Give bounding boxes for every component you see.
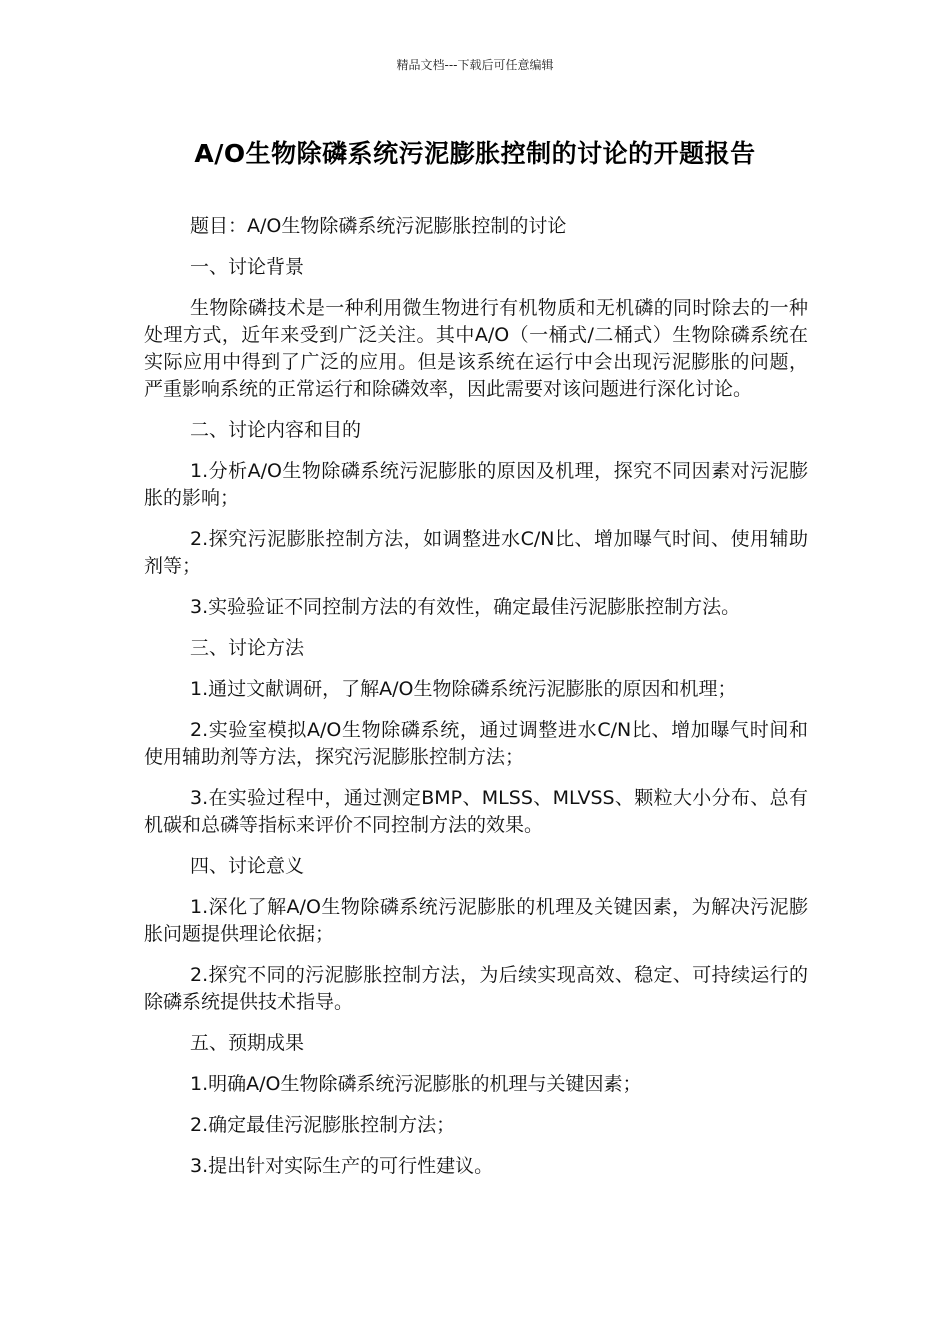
- page-header-note: 精品文档---下载后可任意编辑: [396, 58, 554, 72]
- section-heading-content-purpose: 二、讨论内容和目的: [190, 419, 362, 441]
- section-heading-expected-results: 五、预期成果: [190, 1032, 305, 1054]
- topic-line: 题目：A/O生物除磷系统污泥膨胀控制的讨论: [190, 215, 567, 237]
- section-heading-background: 一、讨论背景: [190, 256, 305, 278]
- method-item-3: 3.在实验过程中，通过测定BMP、MLSS、MLVSS、颗粒大小分布、总有机碳和总磷等指标来评价不同控制方法的效果。: [144, 787, 808, 836]
- background-paragraph: 生物除磷技术是一种利用微生物进行有机物质和无机磷的同时除去的一种处理方式，近年来受到广泛关注。其中A/O（一桶式/二桶式）生物除磷系统在实际应用中得到了广泛的应用。但是该系统在运行中会出现污泥膨胀的问题，严重影响系统的正常运行和除磷效率，因此需要对该问题进行深化讨论。: [144, 297, 808, 400]
- method-item-2: 2.实验室模拟A/O生物除磷系统，通过调整进水C/N比、增加曝气时间和使用辅助剂等方法，探究污泥膨胀控制方法；: [144, 719, 808, 768]
- significance-item-2: 2.探究不同的污泥膨胀控制方法，为后续实现高效、稳定、可持续运行的除磷系统提供技术指导。: [144, 964, 808, 1013]
- section-heading-methods: 三、讨论方法: [190, 637, 305, 659]
- method-item-1: 1.通过文献调研，了解A/O生物除磷系统污泥膨胀的原因和机理；: [190, 678, 737, 700]
- content-item-3: 3.实验验证不同控制方法的有效性，确定最佳污泥膨胀控制方法。: [190, 596, 741, 618]
- document-title: A/O生物除磷系统污泥膨胀控制的讨论的开题报告: [194, 139, 756, 168]
- document-body: [144, 213, 808, 1194]
- content-item-2: 2.探究污泥膨胀控制方法，如调整进水C/N比、增加曝气时间、使用辅助剂等；: [144, 528, 808, 577]
- content-item-1: 1.分析A/O生物除磷系统污泥膨胀的原因及机理，探究不同因素对污泥膨胀的影响；: [144, 460, 808, 509]
- significance-item-1: 1.深化了解A/O生物除磷系统污泥膨胀的机理及关键因素，为解决污泥膨胀问题提供理论依据；: [144, 896, 808, 945]
- result-item-1: 1.明确A/O生物除磷系统污泥膨胀的机理与关键因素；: [190, 1073, 642, 1095]
- result-item-3: 3.提出针对实际生产的可行性建议。: [190, 1155, 494, 1177]
- result-item-2: 2.确定最佳污泥膨胀控制方法；: [190, 1114, 456, 1136]
- section-heading-significance: 四、讨论意义: [190, 855, 305, 877]
